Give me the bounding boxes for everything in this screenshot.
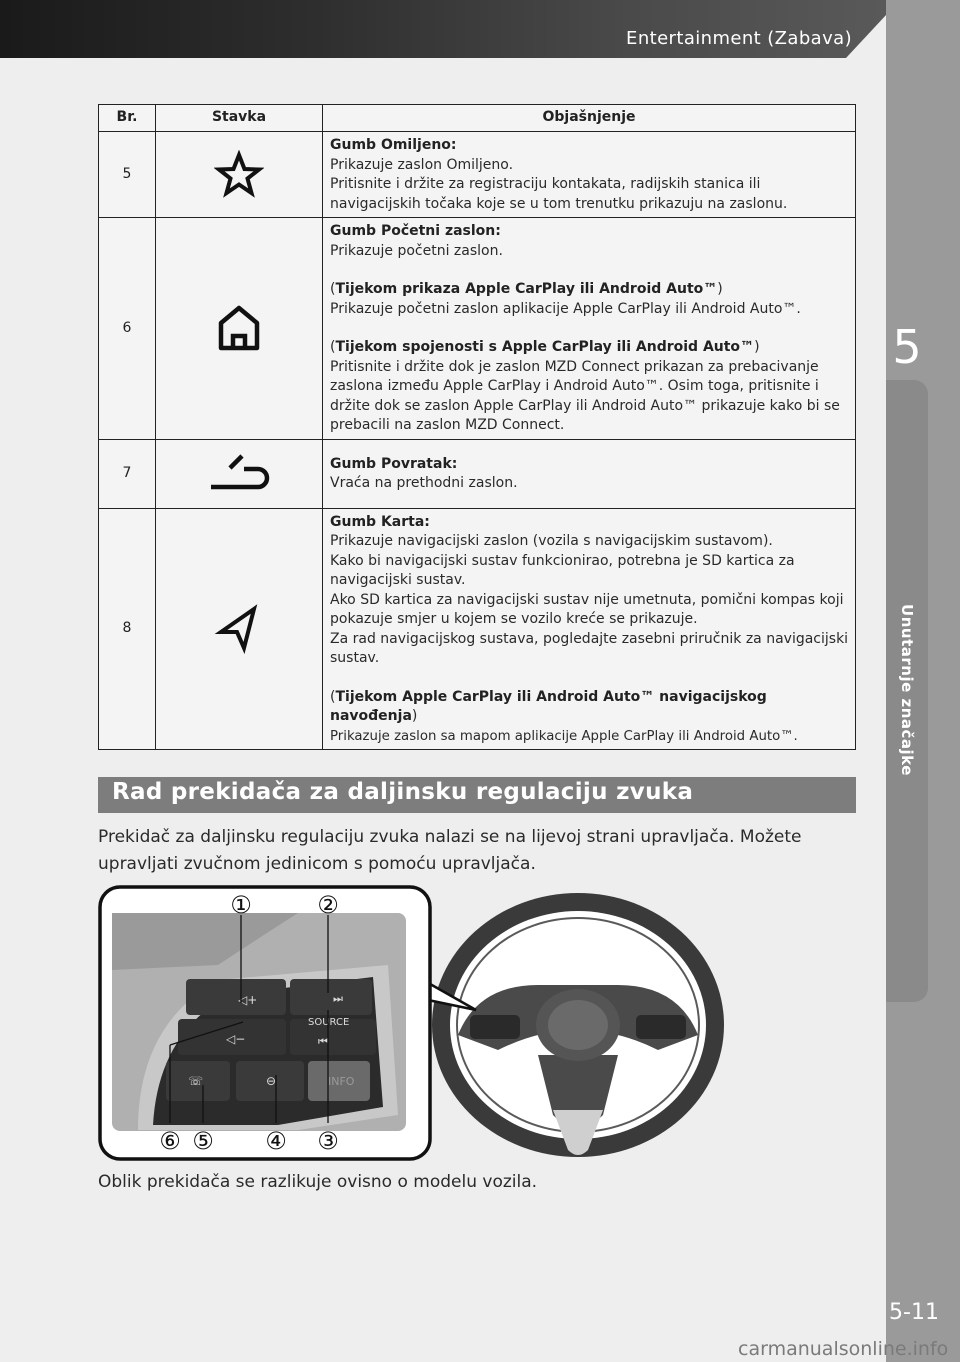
callout-6: ⑥ [159, 1127, 181, 1155]
phone-hangup-icon: ⊖ [266, 1074, 277, 1088]
chapter-tab-label: Unutarnje značajke [898, 604, 916, 776]
row-subtitle: Tijekom spojenosti s Apple CarPlay ili Android Auto™ [335, 339, 755, 355]
page-number: 5-11 [889, 1300, 939, 1325]
row-explanation: Gumb Početni zaslon: Prikazuje početni zaslon. (Tijekom prikaza Apple CarPlay ili Android Auto™) Prikazuje početni zaslon aplikacije Apple CarPlay ili Android Auto™. (Tijekom spojenosti s Apple CarPlay ili Android Auto™) Pritisnite i držite dok je zaslon MZD Connect prikazan za prebacivanje zaslona između Apple CarPlay i Android Auto™. Osim toga, pritisnite i držite dok se zaslon Apple CarPlay ili Android Auto™ prikazuje kako bi se prebacili na zaslon MZD Connect. [323, 218, 856, 440]
volume-up-label: ◁+ [238, 993, 258, 1007]
table-row [99, 132, 856, 218]
row-subtitle: Tijekom prikaza Apple CarPlay ili Android Auto™ [335, 281, 718, 297]
column-header-explanation: Objašnjenje [323, 105, 856, 132]
table-row [99, 439, 856, 508]
section-paragraph: Prekidač za daljinsku regulaciju zvuka nalazi se na lijevoj strani upravljača. Možete upravljati zvučnom jedinicom s pomoću upravljača. [98, 827, 802, 874]
seek-up-icon: ⏭ [333, 992, 343, 1005]
volume-down-label: ◁− [226, 1032, 246, 1046]
buttons-table [98, 104, 856, 750]
phone-pickup-icon: ☏ [188, 1074, 204, 1088]
table-row [99, 508, 856, 750]
row-explanation: Gumb Omiljeno: Prikazuje zaslon Omiljeno. Pritisnite i držite za registraciju kontakata, radijskih stanica ili navigacijskih točaka koje se u tom trenutku prikazuju na zaslonu. [323, 132, 856, 218]
table-row [99, 218, 856, 440]
source-label: SOURCE [308, 1017, 350, 1028]
callout-1: ① [230, 891, 252, 919]
column-header-no: Br. [99, 105, 156, 132]
row-explanation: Gumb Povratak: Vraća na prethodni zaslon. [323, 439, 856, 508]
callout-2: ② [317, 891, 339, 919]
section-title: Rad prekidača za daljinsku regulaciju zvuka [112, 779, 694, 805]
row-number: 5 [99, 132, 156, 218]
chapter-header-title: Entertainment (Zabava) [626, 28, 852, 49]
row-number: 8 [99, 508, 156, 750]
switch-closeup [100, 887, 430, 1159]
column-header-item: Stavka [156, 105, 323, 132]
row-number: 6 [99, 218, 156, 440]
row-title: Gumb Omiljeno: [330, 137, 457, 153]
row-explanation: Gumb Karta: Prikazuje navigacijski zaslon (vozila s navigacijskim sustavom). Kako bi navigacijski sustav funkcionirao, potrebna je SD kartica za navigacijski sustav. Ako SD kartica za navigacijski sustav nije umetnuta, pomični kompas koji pokazuje smjer u kojem se vozilo kreće se prikazuje. Za rad navigacijskog sustava, pogledajte zasebni priručnik za navigacijski sustav. (Tijekom Apple CarPlay ili Android Auto™ navigacijskog navođenja) Prikazuje zaslon sa mapom aplikacije Apple CarPlay ili Android Auto™. [323, 508, 856, 750]
row-title: Gumb Početni zaslon: [330, 223, 501, 239]
callout-5: ⑤ [192, 1127, 214, 1155]
seek-down-icon: ⏮ [318, 1035, 328, 1048]
chapter-number: 5 [892, 320, 922, 374]
figure-caption: Oblik prekidača se razlikuje ovisno o modelu vozila. [98, 1172, 538, 1192]
home-icon [214, 303, 264, 353]
row-title: Gumb Povratak: [330, 455, 458, 472]
back-icon [206, 449, 272, 499]
row-number: 7 [99, 439, 156, 508]
info-label: INFO [328, 1075, 355, 1088]
navigation-arrow-icon [214, 604, 264, 654]
row-title: Gumb Karta: [330, 513, 430, 530]
star-icon [214, 150, 264, 200]
table-header-row [99, 105, 856, 132]
row-subtitle: Tijekom Apple CarPlay ili Android Auto™ navigacijskog navođenja [330, 688, 767, 724]
callout-4: ④ [265, 1127, 287, 1155]
steering-wheel-figure [98, 885, 748, 1165]
steering-wheel-illustration [432, 893, 724, 1157]
watermark: carmanualsonline.info [738, 1338, 949, 1360]
callout-3: ③ [317, 1127, 339, 1155]
